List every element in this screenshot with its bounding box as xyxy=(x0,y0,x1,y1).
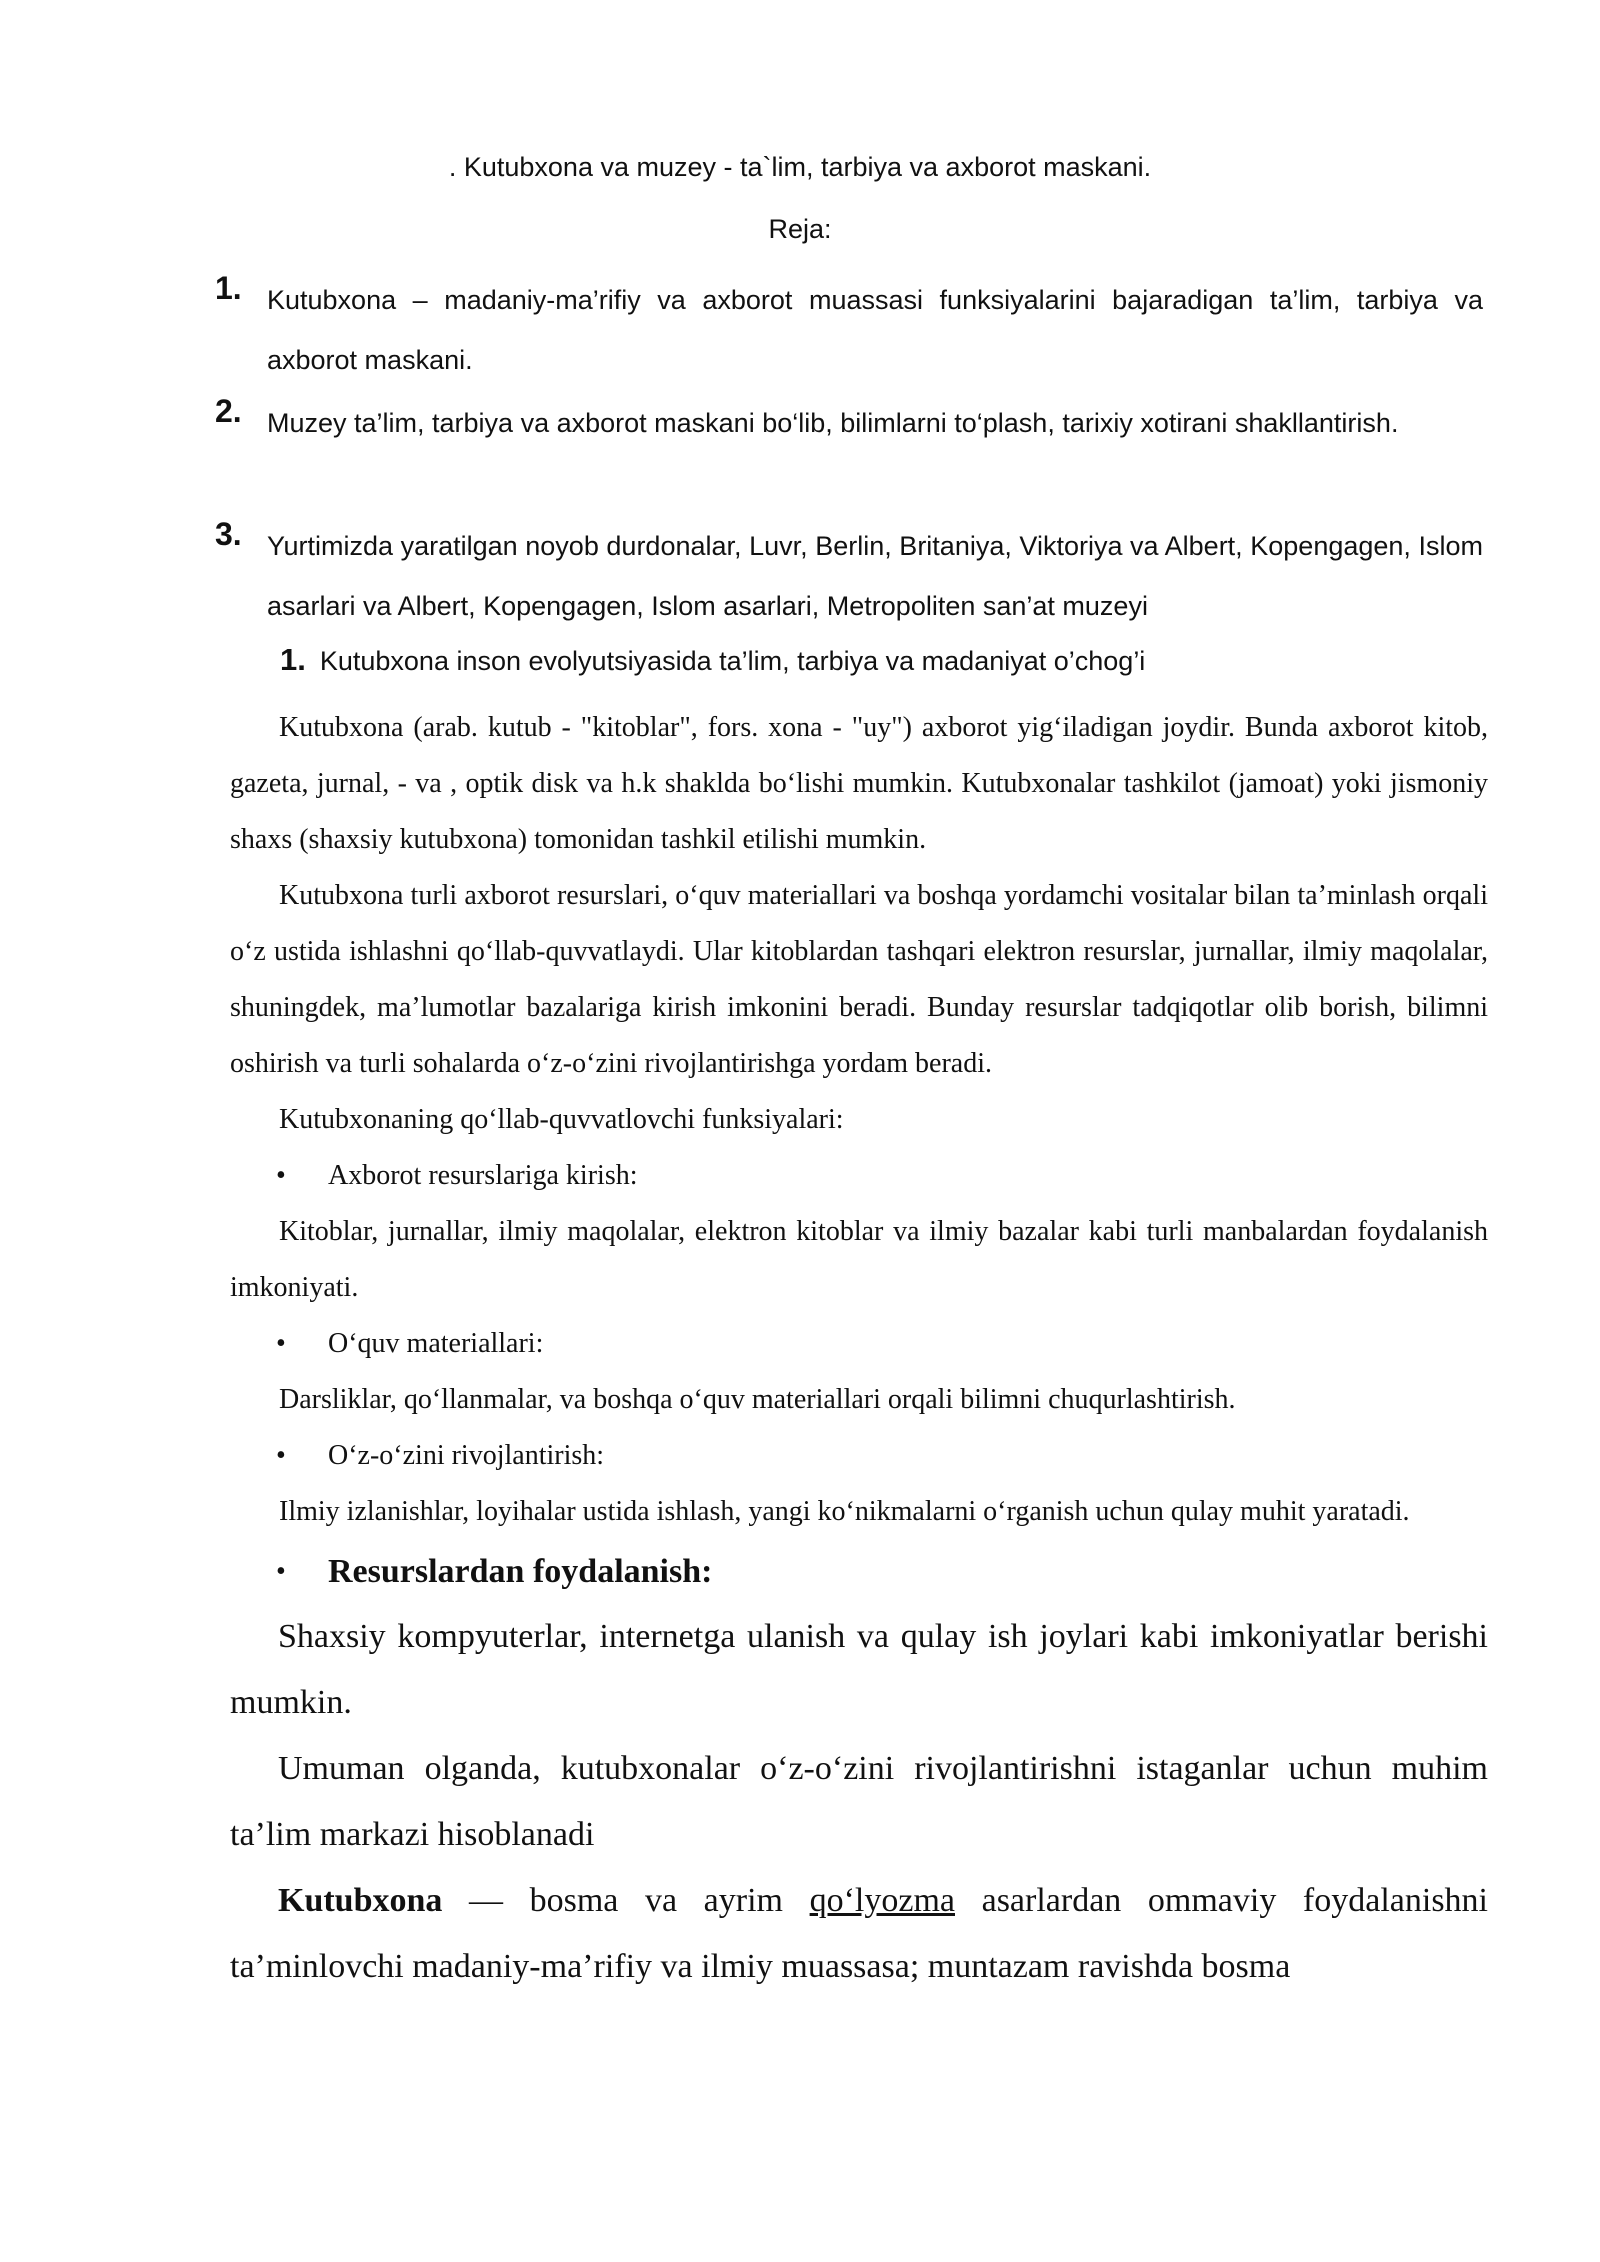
paragraph: Kutubxona (arab. kutub - "kitoblar", fors. xona - "uy") axborot yig‘iladigan joydir. Bunda axborot kitob, gazeta, jurnal, - va , optik disk va h.k shaklda bo‘lishi mumkin. Kutubxonalar tashkilot (jamoat) yoki jismoniy shaxs (shaxsiy kutubxona) tomonidan tashkil etilishi mumkin. xyxy=(230,712,1488,855)
bullet-label: Axborot resurslariga kirish: xyxy=(328,1160,638,1191)
section-number: 1. xyxy=(280,642,306,677)
paragraph: Shaxsiy kompyuterlar, internetga ulanish va qulay ish joylari kabi imkoniyatlar berishi mumkin. xyxy=(230,1618,1488,1721)
plan-item xyxy=(215,270,1483,390)
plan-item-number: 3. xyxy=(215,516,242,552)
qolyozma-link[interactable]: qo‘lyozma xyxy=(809,1882,955,1919)
function-bullet xyxy=(230,1316,1488,1372)
paragraph: Kitoblar, jurnallar, ilmiy maqolalar, elektron kitoblar va ilmiy bazalar kabi turli manbalardan foydalanish imkoniyati. xyxy=(230,1216,1488,1303)
paragraph: Darsliklar, qo‘llanmalar, va boshqa o‘quv materiallari orqali bilimni chuqurlashtirish. xyxy=(279,1384,1236,1415)
function-bullet xyxy=(230,1428,1488,1484)
plan-item xyxy=(215,516,1483,636)
plan-item-text: Kutubxona – madaniy-ma’rifiy va axborot muassasi funksiyalarini bajaradigan ta’lim, tarbiya va axborot maskani. xyxy=(267,285,1483,375)
body-text xyxy=(230,700,1488,2000)
section-title: Kutubxona inson evolyutsiyasida ta’lim, tarbiya va madaniyat o’chog’i xyxy=(319,646,1146,676)
bullet-label: O‘z-o‘zini rivojlantirish: xyxy=(328,1440,605,1471)
paragraph: Ilmiy izlanishlar, loyihalar ustida ishlash, yangi ko‘nikmalarni o‘rganish uchun qulay muhit yaratadi. xyxy=(279,1496,1410,1527)
definition-paragraph xyxy=(230,1868,1488,2000)
plan-item-number: 1. xyxy=(215,270,242,306)
definition-text: — bosma va ayrim xyxy=(442,1882,810,1919)
large-text xyxy=(230,1604,1488,2000)
bullet-icon: • xyxy=(276,1160,286,1191)
section-heading xyxy=(280,642,1145,678)
bullet-icon: • xyxy=(276,1328,286,1359)
definition-text: asarlardan ommaviy foydalanishni ta’minlovchi madaniy-ma’rifiy va ilmiy muassasa; muntazam ravishda bosma xyxy=(230,1882,1488,1985)
bullet-icon: • xyxy=(276,1556,286,1587)
document-title: . Kutubxona va muzey - ta`lim, tarbiya va axborot maskani. xyxy=(448,152,1152,182)
resources-bullet xyxy=(230,1540,1488,1604)
bullet-label: Resurslardan foydalanish: xyxy=(328,1553,713,1590)
plan-item-text: Muzey ta’lim, tarbiya va axborot maskani bo‘lib, bilimlarni to‘plash, tarixiy xotirani shakllantirish. xyxy=(267,408,1399,438)
paragraph: Umuman olganda, kutubxonalar o‘z-o‘zini rivojlantirishni istaganlar uchun muhim ta’lim markazi hisoblanadi xyxy=(230,1750,1488,1853)
paragraph: Kutubxonaning qo‘llab-quvvatlovchi funksiyalari: xyxy=(279,1104,844,1135)
definition-term: Kutubxona xyxy=(278,1882,443,1919)
plan-label: Reja: xyxy=(768,214,832,244)
plan-item-text: Yurtimizda yaratilgan noyob durdonalar, Luvr, Berlin, Britaniya, Viktoriya va Albert, Kopengagen, Islom asarlari va Albert, Kopengagen, Islom asarlari, Metropoliten san’at muzeyi xyxy=(267,531,1483,621)
plan-item-number: 2. xyxy=(215,393,242,429)
bullet-icon: • xyxy=(276,1440,286,1471)
bullet-label: O‘quv materiallari: xyxy=(328,1328,544,1359)
paragraph: Kutubxona turli axborot resurslari, o‘quv materiallari va boshqa yordamchi vositalar bilan ta’minlash orqali o‘z ustida ishlashni qo‘llab-quvvatlaydi. Ular kitoblardan tashqari elektron resurslar, jurnallar, ilmiy maqolalar, shuningdek, ma’lumotlar bazalariga kirish imkonini beradi. Bunday resurslar tadqiqotlar olib borish, bilimni oshirish va turli sohalarda o‘z-o‘zini rivojlantirishga yordam beradi. xyxy=(230,880,1488,1079)
function-bullet xyxy=(230,1148,1488,1204)
plan-item xyxy=(215,393,1483,453)
